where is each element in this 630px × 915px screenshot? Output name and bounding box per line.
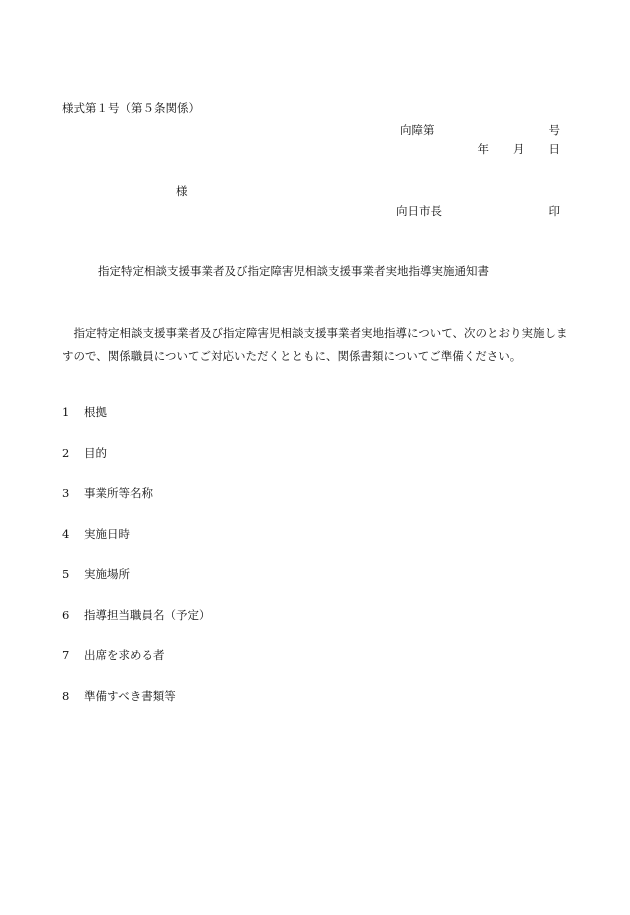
- list-item: [62, 689, 176, 703]
- item-number: 6: [62, 607, 70, 622]
- recipient-honorific: 様: [176, 184, 188, 198]
- list-item: [62, 567, 130, 581]
- date-line: [478, 142, 561, 156]
- list-item: [62, 405, 107, 419]
- item-label: 事業所等名称: [84, 486, 153, 500]
- date-day: 日: [548, 142, 560, 156]
- item-label: 実施場所: [84, 567, 130, 581]
- list-item: [62, 527, 130, 541]
- sender-line: [396, 204, 560, 218]
- item-number: 7: [62, 648, 70, 662]
- item-number: 8: [62, 688, 70, 703]
- list-item: [62, 608, 211, 622]
- document-title: 指定特定相談支援事業者及び指定障害児相談支援事業者実地指導実施通知書: [98, 264, 489, 278]
- item-number: 4: [62, 526, 70, 541]
- date-year: 年: [477, 142, 489, 156]
- seal-mark: 印: [548, 204, 560, 218]
- list-item: [62, 648, 165, 662]
- form-label: 様式第１号（第５条関係）: [62, 101, 200, 115]
- item-label: 出席を求める者: [84, 648, 165, 662]
- item-label: 指導担当職員名（予定）: [84, 607, 211, 622]
- document-number-prefix: 向障第: [400, 123, 435, 137]
- item-label: 準備すべき書類等: [84, 688, 176, 703]
- body-paragraph: 指定特定相談支援事業者及び指定障害児相談支援事業者実地指導について、次のとおり実施しますので、関係職員についてご対応いただくとともに、関係書類についてご準備ください。: [62, 326, 568, 363]
- sender-name: 向日市長: [396, 204, 442, 218]
- item-number: 2: [62, 445, 70, 460]
- item-number: 1: [62, 405, 70, 419]
- item-number: 3: [62, 486, 70, 500]
- item-label: 実施日時: [84, 526, 130, 541]
- document-number-line: [400, 123, 560, 137]
- item-number: 5: [62, 567, 70, 581]
- document-number-suffix: 号: [548, 123, 560, 137]
- item-label: 根拠: [84, 405, 107, 419]
- item-label: 目的: [84, 445, 107, 460]
- list-item: [62, 486, 153, 500]
- date-month: 月: [513, 142, 525, 156]
- list-item: [62, 446, 107, 460]
